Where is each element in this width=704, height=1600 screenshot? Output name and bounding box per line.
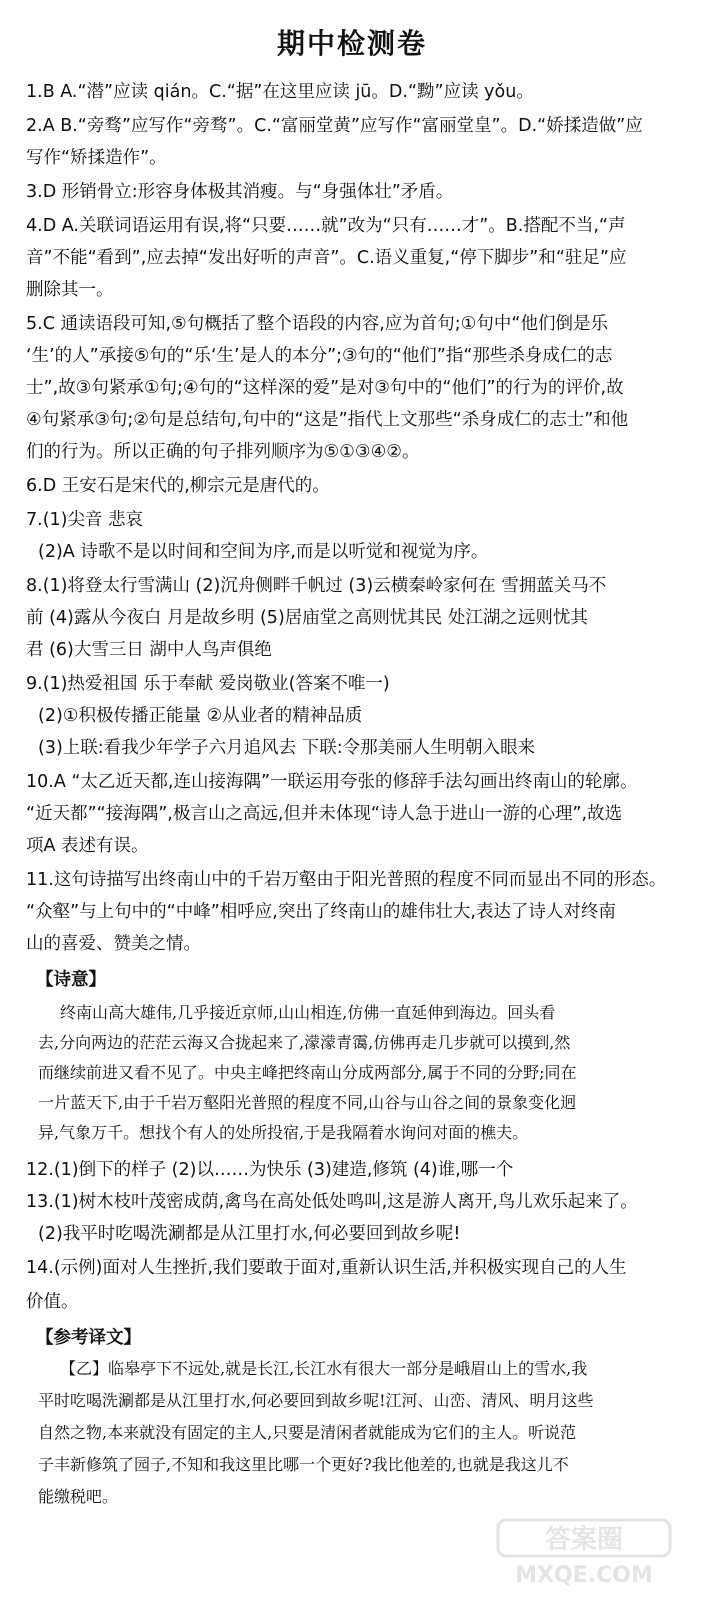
answer-9-1: 9.(1)热爱祖国 乐于奉献 爱岗敬业(答案不唯一): [26, 674, 390, 694]
page-title: 期中检测卷: [276, 27, 427, 60]
answer-13-1: 13.(1)树木枝叶茂密成荫,禽鸟在高处低处鸣叫,这是游人离开,鸟儿欢乐起来了。: [26, 1192, 638, 1212]
answer-11-cont-1: “众壑”与上句中的“中峰”相呼应,突出了终南山的雄伟壮大,表达了诗人对终南: [26, 902, 616, 922]
answer-2: 2.A B.“旁骛”应写作“旁骛”。C.“富丽堂黄”应写作“富丽堂皇”。D.“娇揉造做”应: [26, 116, 643, 136]
translation-line: 平时吃喝洗涮都是从江里打水,何必要回到故乡呢!江河、山峦、清风、明月这些: [38, 1391, 594, 1410]
answer-13-2: (2)我平时吃喝洗涮都是从江里打水,何必要回到故乡呢!: [38, 1224, 461, 1244]
answer-5-cont-3: ④句紧承③句;②句是总结句,句中的“这是”指代上文那些“杀身成仁的志士”和他: [26, 410, 629, 430]
answer-11-cont-2: 山的喜爱、赞美之情。: [26, 934, 201, 954]
answer-3: 3.D 形销骨立:形容身体极其消瘦。与“身强体壮”矛盾。: [26, 182, 454, 202]
watermark-text-bottom: MXQE.COM: [515, 1563, 653, 1588]
answer-4-cont-2: 删除其一。: [26, 280, 114, 300]
answer-5-cont-2: 士”,故③句紧承①句;④句的“这样深的爱”是对③句中的“他们”的行为的评价,故: [26, 378, 624, 398]
answer-11: 11.这句诗描写出终南山中的千岩万壑由于阳光普照的程度不同而显出不同的形态。: [26, 870, 667, 890]
poem-meaning-line: 异,气象万千。想找个有人的处所投宿,于是我隔着水询问对面的樵夫。: [38, 1123, 529, 1142]
answer-10: 10.A “太乙近天都,连山接海隅”一联运用夸张的修辞手法勾画出终南山的轮廓。: [26, 772, 638, 792]
answer-4-cont-1: 音”不能“看到”,应去掉“发出好听的声音”。C.语义重复,“停下脚步”和“驻足”应: [26, 248, 627, 268]
answer-8-cont-1: 前 (4)露从今夜白 月是故乡明 (5)居庙堂之高则忧其民 处江湖之远则忧其: [26, 608, 588, 628]
answer-9-3: (3)上联:看我少年学子六月追风去 下联:令那美丽人生明朝入眼来: [38, 738, 536, 758]
answer-5-cont-1: ‘生’的人”承接⑤句的“乐‘生’是人的本分”;③句的“他们”指“那些杀身成仁的志: [26, 346, 613, 366]
answer-10-cont-2: 项A 表述有误。: [26, 836, 149, 856]
reference-translation-heading: 【参考译文】: [36, 1328, 141, 1348]
answer-4: 4.D A.关联词语运用有误,将“只要……就”改为“只有……才”。B.搭配不当,“声: [26, 216, 626, 236]
answer-10-cont-1: “近天都”“接海隅”,极言山之高远,但并未体现“诗人急于进山一游的心理”,故选: [26, 804, 623, 824]
poem-meaning-heading: 【诗意】: [36, 970, 106, 990]
answer-14-cont: 价值。: [26, 1292, 79, 1312]
answer-7-2: (2)A 诗歌不是以时间和空间为序,而是以听觉和视觉为序。: [38, 542, 489, 562]
answer-5: 5.C 通读语段可知,⑤句概括了整个语段的内容,应为首句;①句中“他们倒是乐: [26, 314, 608, 334]
answer-12: 12.(1)倒下的样子 (2)以……为快乐 (3)建造,修筑 (4)谁,哪一个: [26, 1160, 514, 1180]
translation-line: 自然之物,本来就没有固定的主人,只要是清闲者就能成为它们的主人。听说范: [38, 1423, 577, 1442]
poem-meaning-line: 而继续前进又看不见了。中央主峰把终南山分成两部分,属于不同的分野;同在: [38, 1063, 577, 1082]
translation-line: 子丰新修筑了园子,不知和我这里比哪一个更好?我比他差的,也就是我这儿不: [38, 1455, 569, 1474]
poem-meaning-line: 去,分向两边的茫茫云海又合拢起来了,濛濛青霭,仿佛再走几步就可以摸到,然: [38, 1033, 571, 1052]
poem-meaning-line: 一片蓝天下,由于千岩万壑阳光普照的程度不同,山谷与山谷之间的景象变化迥: [38, 1093, 577, 1112]
answer-2-cont: 写作“矫揉造作”。: [26, 148, 167, 168]
answer-14: 14.(示例)面对人生挫折,我们要敢于面对,重新认识生活,并积极实现自己的人生: [26, 1258, 627, 1278]
translation-line: 【乙】临皋亭下不远处,就是长江,长江水有很大一部分是峨眉山上的雪水,我: [60, 1359, 588, 1378]
answer-6: 6.D 王安石是宋代的,柳宗元是唐代的。: [26, 476, 330, 496]
answer-9-2: (2)①积极传播正能量 ②从业者的精神品质: [38, 706, 363, 726]
answer-8-cont-2: 君 (6)大雪三日 湖中人鸟声俱绝: [26, 640, 272, 660]
answer-7-1: 7.(1)尖音 悲哀: [26, 510, 144, 530]
site-watermark-logo: [494, 1516, 674, 1588]
poem-meaning-line: 终南山高大雄伟,几乎接近京师,山山相连,仿佛一直延伸到海边。回头看: [60, 1003, 556, 1022]
answer-8: 8.(1)将登太行雪满山 (2)沉舟侧畔千帆过 (3)云横秦岭家何在 雪拥蓝关马不: [26, 576, 607, 596]
translation-line: 能缴税吧。: [38, 1487, 119, 1506]
watermark-text-top: 答案圈: [544, 1525, 624, 1555]
answer-5-cont-4: 们的行为。所以正确的句子排列顺序为⑤①③④②。: [26, 442, 420, 462]
answer-1: 1.B A.“潜”应读 qián。C.“据”在这里应读 jū。D.“黝”应读 yǒu。: [26, 82, 534, 102]
